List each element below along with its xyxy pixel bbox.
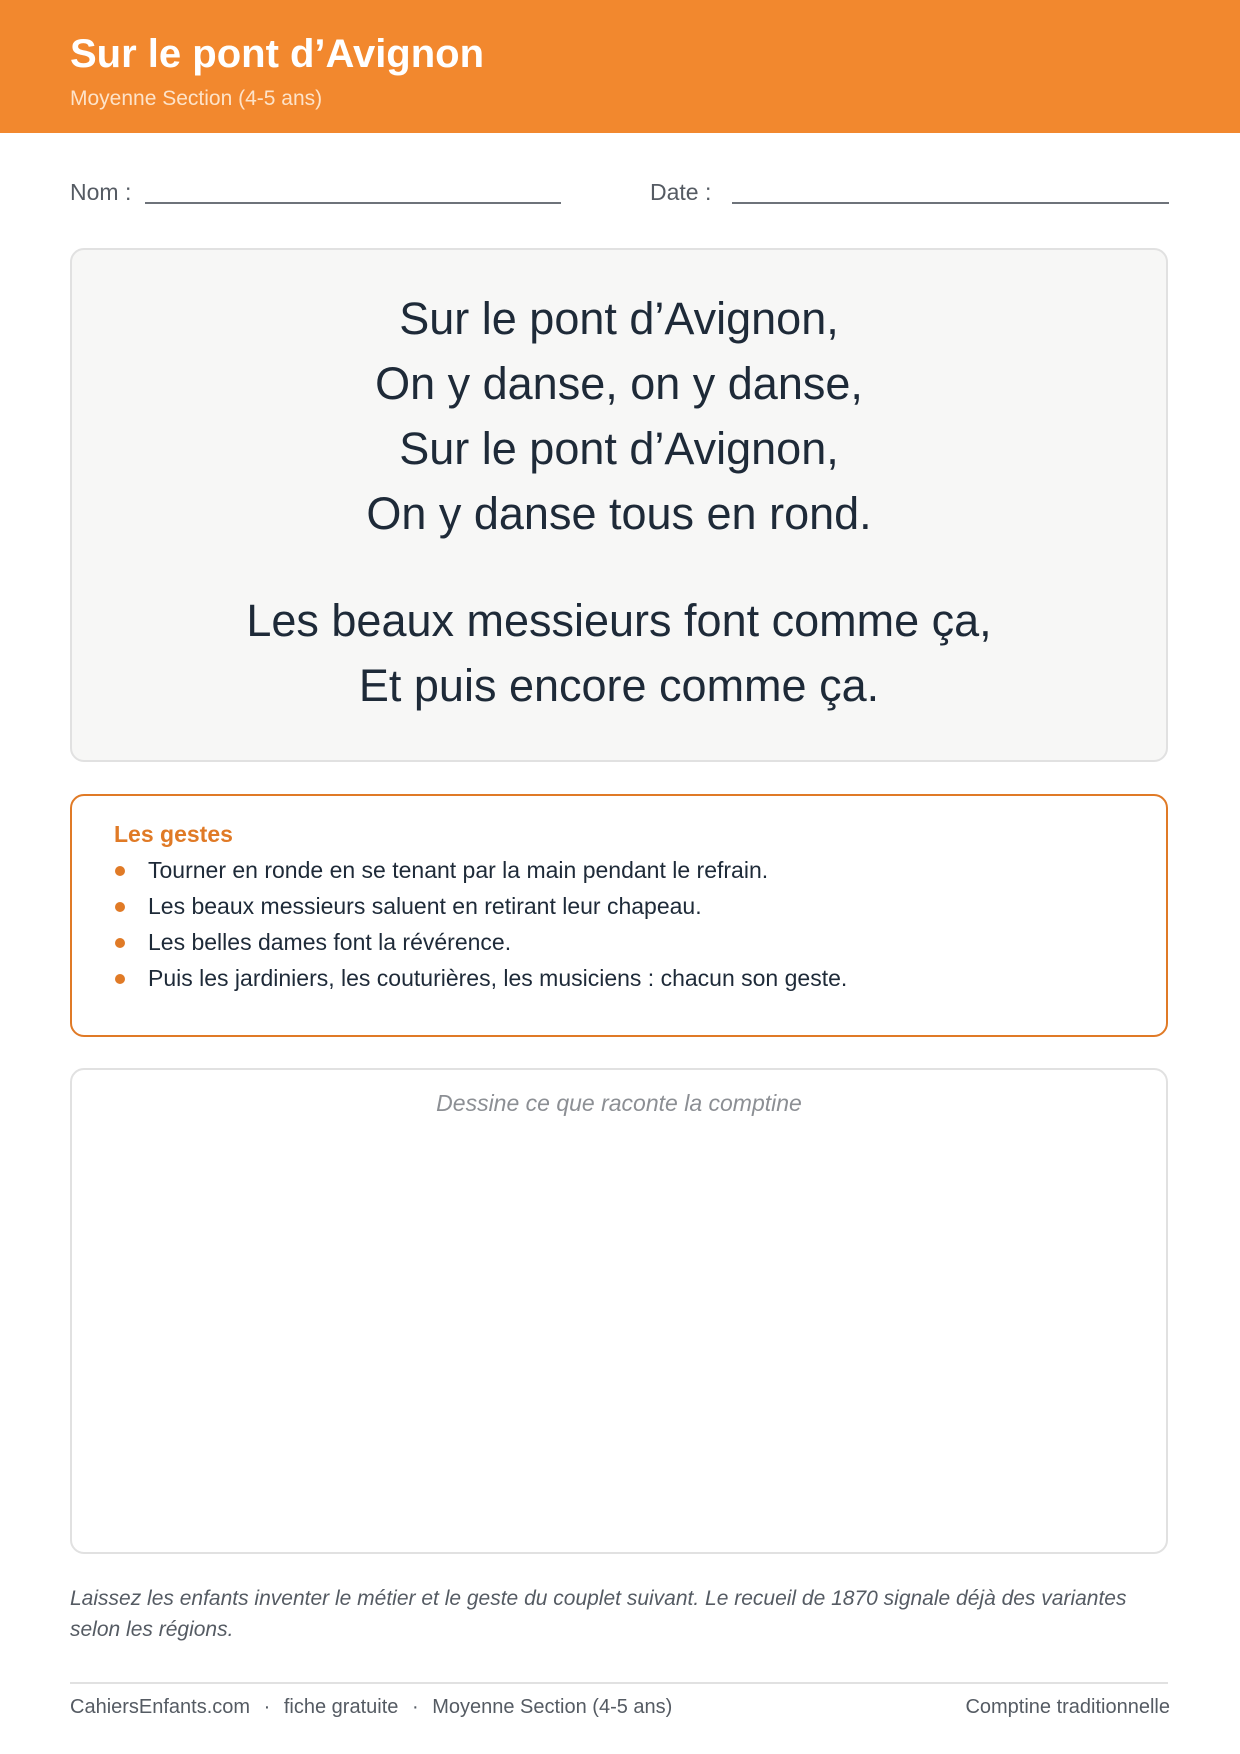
- footer-separator: ·: [411, 1696, 419, 1718]
- footer-separator: ·: [263, 1696, 271, 1718]
- page-header: [0, 0, 1240, 133]
- bullet-dot-icon: [115, 974, 125, 984]
- footer-site: CahiersEnfants.com: [70, 1696, 251, 1718]
- footer-type: fiche gratuite: [283, 1696, 399, 1718]
- poem-line: Sur le pont d’Avignon,: [399, 423, 839, 474]
- list-item-text: Puis les jardiniers, les couturières, les musiciens : chacun son geste.: [148, 965, 848, 991]
- poem-stanza-1: [72, 286, 1166, 546]
- drawing-prompt: Dessine ce que raconte la comptine: [436, 1090, 802, 1116]
- date-field-line[interactable]: [732, 202, 1169, 204]
- drawing-area[interactable]: [70, 1068, 1168, 1554]
- bullet-dot-icon: [115, 902, 125, 912]
- page-subtitle: Moyenne Section (4-5 ans): [70, 87, 323, 110]
- poem-line: Les beaux messieurs font comme ça,: [246, 595, 992, 646]
- gestures-box: [70, 794, 1168, 1037]
- bullet-dot-icon: [115, 866, 125, 876]
- name-field-line[interactable]: [145, 202, 561, 204]
- date-label: Date :: [650, 179, 712, 205]
- bullet-dot-icon: [115, 938, 125, 948]
- poem-stanza-2: [72, 588, 1166, 718]
- footer-left: [70, 1696, 672, 1719]
- footer-right: Comptine traditionnelle: [965, 1696, 1170, 1718]
- list-item-text: Tourner en ronde en se tenant par la main pendant le refrain.: [148, 857, 769, 883]
- poem-box: [70, 248, 1168, 762]
- poem-line: Sur le pont d’Avignon,: [399, 293, 839, 344]
- footer-divider: [70, 1682, 1168, 1684]
- footer-level: Moyenne Section (4-5 ans): [432, 1696, 673, 1718]
- list-item-text: Les beaux messieurs saluent en retirant leur chapeau.: [148, 893, 702, 919]
- poem-line: On y danse, on y danse,: [375, 358, 863, 409]
- gestures-title: Les gestes: [114, 821, 233, 847]
- name-label: Nom :: [70, 179, 132, 205]
- poem-line: On y danse tous en rond.: [366, 488, 872, 539]
- teacher-note: Laissez les enfants inventer le métier et le geste du couplet suivant. Le recueil de 1870 signale déjà des variantes selon les régions.: [70, 1587, 1127, 1641]
- list-item-text: Les belles dames font la révérence.: [148, 929, 512, 955]
- page-title: Sur le pont d’Avignon: [70, 32, 485, 76]
- poem-line: Et puis encore comme ça.: [358, 660, 880, 711]
